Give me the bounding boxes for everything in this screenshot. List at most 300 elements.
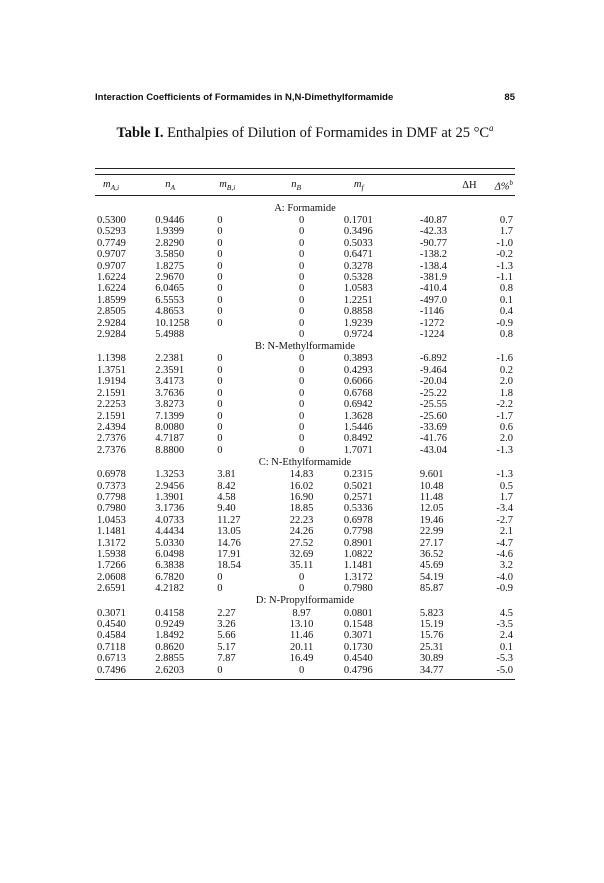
table-cell: 0.6978 bbox=[97, 469, 126, 481]
table-cell: 0.9446 bbox=[155, 215, 185, 226]
table-cell: 2.0 bbox=[499, 376, 513, 388]
column-header-subscript: A bbox=[170, 183, 176, 193]
table-cell: 0 bbox=[217, 664, 223, 676]
table-cell: 4.0733 bbox=[155, 514, 185, 526]
table-cell: 0.1548 bbox=[343, 619, 373, 630]
table-cell: 85.87 bbox=[419, 583, 444, 595]
table-cell: 0.5328 bbox=[343, 272, 373, 284]
table-cell: -42.33 bbox=[419, 226, 448, 238]
table-cell: -40.87 bbox=[419, 215, 448, 226]
table-cell: 0 bbox=[298, 283, 305, 295]
table-cell: 14.76 bbox=[217, 537, 241, 549]
table-cell bbox=[217, 329, 265, 340]
table-cell: -4.7 bbox=[496, 537, 513, 549]
table-cell: -3.5 bbox=[496, 619, 513, 630]
column-header-subscript: B,i bbox=[226, 183, 236, 193]
table-row bbox=[95, 388, 515, 399]
caption-footnote-marker: a bbox=[489, 123, 494, 133]
table-header-row bbox=[95, 176, 515, 196]
table-row bbox=[95, 630, 515, 641]
table-cell: 18.85 bbox=[289, 503, 314, 515]
table-cell: 2.8855 bbox=[155, 653, 185, 665]
table-cell: 6.0465 bbox=[155, 283, 185, 295]
table-cell: -20.04 bbox=[419, 376, 448, 388]
column-header-symbol: m bbox=[353, 178, 362, 190]
table-cell: 22.99 bbox=[419, 526, 444, 538]
table-cell: 1.0453 bbox=[97, 514, 126, 526]
table-cell: 0.7496 bbox=[97, 664, 126, 676]
table-row bbox=[95, 238, 515, 249]
table-cell: -25.60 bbox=[419, 410, 448, 422]
column-header-subscript: f bbox=[361, 183, 364, 193]
table-cell: 0.5021 bbox=[343, 480, 373, 492]
table-cell: 1.7 bbox=[499, 491, 513, 503]
table-cell: 4.4434 bbox=[155, 526, 185, 538]
table-row bbox=[95, 515, 515, 526]
table-row bbox=[95, 283, 515, 294]
table-cell: 0.1 bbox=[499, 641, 513, 653]
table-cell: 11.48 bbox=[419, 491, 444, 503]
table-cell: 0 bbox=[217, 376, 223, 388]
table-cell: 8.0080 bbox=[155, 421, 185, 433]
table-cell: 11.27 bbox=[217, 514, 241, 526]
section-title-row bbox=[95, 595, 515, 608]
table-cell: 1.1481 bbox=[97, 526, 126, 538]
table-cell: 0 bbox=[298, 364, 305, 376]
table-cell: -5.3 bbox=[496, 653, 513, 665]
table-cell: 4.58 bbox=[217, 491, 236, 503]
table-row bbox=[95, 433, 515, 444]
table-cell: 36.52 bbox=[419, 548, 444, 560]
table-cell: -25.55 bbox=[419, 399, 448, 411]
table-cell: 0.3071 bbox=[97, 607, 126, 619]
table-row bbox=[95, 549, 515, 560]
table-cell: 22.23 bbox=[289, 514, 314, 526]
table-cell: 0 bbox=[217, 421, 223, 433]
table-cell: 1.5938 bbox=[97, 548, 126, 560]
table-cell: 2.1591 bbox=[97, 387, 126, 399]
table-cell: -1146 bbox=[419, 306, 444, 318]
table-cell: 0 bbox=[298, 249, 305, 261]
table-cell: 0.6713 bbox=[97, 653, 126, 665]
table-cell: 4.2182 bbox=[155, 583, 185, 595]
section-title-row bbox=[95, 202, 515, 215]
table-cell: -1224 bbox=[419, 329, 445, 341]
table-cell: 1.6224 bbox=[97, 272, 126, 284]
table-cell: 0 bbox=[298, 664, 305, 676]
table-cell: 3.5850 bbox=[155, 249, 185, 261]
section-title: C: N-Ethylformamide bbox=[258, 456, 352, 468]
table-row bbox=[95, 583, 515, 594]
table-bottom-rule bbox=[95, 679, 515, 680]
table-cell: 35.11 bbox=[289, 560, 314, 572]
table-caption bbox=[95, 123, 515, 142]
table-cell: 7.87 bbox=[217, 653, 236, 665]
table-cell: 0.4293 bbox=[343, 364, 373, 376]
table-row bbox=[95, 329, 515, 340]
table-cell: -90.77 bbox=[419, 237, 448, 249]
table-cell: 0 bbox=[298, 226, 305, 238]
section-title-row bbox=[95, 456, 515, 469]
table-cell: 0 bbox=[298, 237, 305, 249]
table-cell: 45.69 bbox=[419, 560, 444, 572]
enthalpy-table bbox=[95, 176, 515, 676]
table-cell: 0.2315 bbox=[343, 469, 373, 481]
table-cell: -410.4 bbox=[419, 283, 448, 295]
table-cell: 15.76 bbox=[419, 630, 444, 642]
table-cell: 2.2253 bbox=[97, 399, 126, 411]
table-cell: 2.3591 bbox=[155, 364, 185, 376]
table-cell: -6.892 bbox=[419, 353, 448, 365]
table-cell: 2.9456 bbox=[155, 480, 185, 492]
table-cell: 0 bbox=[298, 421, 305, 433]
table-cell: 3.7636 bbox=[155, 387, 185, 399]
table-cell: 9.40 bbox=[217, 503, 236, 515]
table-cell: 0.6942 bbox=[343, 399, 373, 411]
table-row bbox=[95, 445, 515, 456]
table-top-rule-inner bbox=[95, 174, 515, 175]
table-cell: 3.4173 bbox=[155, 376, 185, 388]
table-cell: -138.2 bbox=[419, 249, 448, 261]
table-row bbox=[95, 226, 515, 237]
table-cell: 0.9249 bbox=[155, 619, 185, 630]
table-cell: 3.8273 bbox=[155, 399, 185, 411]
table-cell: 27.17 bbox=[419, 537, 444, 549]
table-row bbox=[95, 538, 515, 549]
table-cell: 1.2251 bbox=[343, 294, 373, 306]
table-cell: -497.0 bbox=[419, 294, 448, 306]
table-cell: 0 bbox=[298, 410, 305, 422]
table-cell: 24.26 bbox=[289, 526, 314, 538]
table-cell: -1.0 bbox=[496, 237, 513, 249]
table-cell: 0.2 bbox=[499, 364, 513, 376]
table-cell: 6.3838 bbox=[155, 560, 185, 572]
table-cell: 0 bbox=[298, 260, 305, 272]
table-cell: 0 bbox=[298, 387, 305, 399]
table-cell: 0 bbox=[217, 260, 223, 272]
table-cell: 1.9239 bbox=[343, 317, 373, 329]
table-cell: 6.7820 bbox=[155, 571, 185, 583]
table-cell: 0 bbox=[298, 571, 305, 583]
table-cell: 0.7980 bbox=[97, 503, 126, 515]
table-cell: -41.76 bbox=[419, 433, 448, 445]
table-caption-text: Enthalpies of Dilution of Formamides in DMF at 25 °C bbox=[167, 124, 490, 141]
table-cell: 15.19 bbox=[419, 619, 444, 630]
table-cell: 0 bbox=[298, 583, 305, 595]
table-cell: 8.8800 bbox=[155, 444, 185, 456]
table-row bbox=[95, 376, 515, 387]
table-cell: 2.9670 bbox=[155, 272, 185, 284]
table-cell: 32.69 bbox=[289, 548, 314, 560]
page-number: 85 bbox=[504, 92, 515, 103]
table-cell: 1.7071 bbox=[343, 444, 373, 456]
table-cell: 1.3751 bbox=[97, 364, 126, 376]
table-cell: 0.7373 bbox=[97, 480, 126, 492]
section-title: B: N-Methylformamide bbox=[254, 341, 356, 353]
table-cell: 54.19 bbox=[419, 571, 444, 583]
table-cell: 0.4540 bbox=[97, 619, 126, 630]
table-cell: 0.7980 bbox=[343, 583, 373, 595]
table-cell: -2.2 bbox=[496, 399, 513, 411]
column-header bbox=[338, 176, 406, 196]
table-cell: 0.4 bbox=[499, 306, 513, 318]
table-cell: 13.10 bbox=[289, 619, 314, 630]
table-cell: 0.5293 bbox=[97, 226, 126, 238]
table-cell: 0 bbox=[217, 387, 223, 399]
table-cell: 0 bbox=[217, 583, 223, 595]
table-cell: 8.42 bbox=[217, 480, 236, 492]
table-cell: 0 bbox=[217, 410, 223, 422]
table-cell: 0.5300 bbox=[97, 215, 126, 226]
section-title-row bbox=[95, 340, 515, 353]
table-cell: 2.4 bbox=[499, 630, 513, 642]
table-cell: 0 bbox=[217, 353, 223, 365]
table-row bbox=[95, 481, 515, 492]
table-cell: 2.7376 bbox=[97, 433, 126, 445]
table-cell: 2.0608 bbox=[97, 571, 126, 583]
table-cell: -1272 bbox=[419, 317, 445, 329]
table-cell: 0.8492 bbox=[343, 433, 373, 445]
table-cell: 0 bbox=[217, 306, 223, 318]
table-row bbox=[95, 365, 515, 376]
table-cell: 14.83 bbox=[289, 469, 314, 481]
table-cell: 34.77 bbox=[419, 664, 444, 676]
table-cell: 1.3172 bbox=[97, 537, 126, 549]
table-cell: 0 bbox=[217, 226, 223, 238]
table-cell: -5.0 bbox=[496, 664, 513, 676]
table-cell: 0.6 bbox=[499, 421, 513, 433]
table-cell: 0.6978 bbox=[343, 514, 373, 526]
table-cell: 25.31 bbox=[419, 641, 444, 653]
table-cell: 0.9707 bbox=[97, 249, 126, 261]
table-cell: 27.52 bbox=[289, 537, 314, 549]
table-cell: 4.7187 bbox=[155, 433, 185, 445]
table-row bbox=[95, 526, 515, 537]
table-cell: 1.3901 bbox=[155, 491, 185, 503]
table-cell: 2.1591 bbox=[97, 410, 126, 422]
table-cell: 2.27 bbox=[217, 607, 236, 619]
table-cell: 2.7376 bbox=[97, 444, 126, 456]
table-cell: 10.1258 bbox=[155, 317, 190, 329]
table-cell: -1.3 bbox=[496, 469, 513, 481]
table-cell: 0 bbox=[298, 272, 305, 284]
column-header bbox=[265, 176, 338, 196]
table-cell: 5.4988 bbox=[155, 329, 185, 341]
table-row bbox=[95, 665, 515, 676]
table-cell: 5.66 bbox=[217, 630, 236, 642]
table-cell: 1.8 bbox=[499, 387, 513, 399]
table-cell: 0 bbox=[217, 215, 223, 226]
table-cell: 0.8 bbox=[499, 283, 513, 295]
table-cell: -2.7 bbox=[496, 514, 513, 526]
table-cell: -1.6 bbox=[496, 353, 513, 365]
table-cell: 2.8290 bbox=[155, 237, 185, 249]
table-cell: 0.8901 bbox=[343, 537, 373, 549]
table-cell: 0.6066 bbox=[343, 376, 373, 388]
table-row bbox=[95, 353, 515, 364]
table-cell: 3.26 bbox=[217, 619, 236, 630]
table-cell: 0 bbox=[217, 399, 223, 411]
table-cell: 0 bbox=[298, 444, 305, 456]
table-cell: 0 bbox=[298, 215, 305, 226]
table-row bbox=[95, 249, 515, 260]
column-header bbox=[217, 176, 265, 196]
table-cell: 18.54 bbox=[217, 560, 241, 572]
table-cell: 2.8505 bbox=[97, 306, 126, 318]
column-header bbox=[95, 176, 155, 196]
table-row bbox=[95, 306, 515, 317]
table-cell: 3.1736 bbox=[155, 503, 185, 515]
table-cell: 2.1 bbox=[499, 526, 513, 538]
column-header bbox=[155, 176, 217, 196]
table-cell: 0.7 bbox=[499, 215, 513, 226]
table-cell: -43.04 bbox=[419, 444, 448, 456]
table-row bbox=[95, 642, 515, 653]
table-cell: -25.22 bbox=[419, 387, 448, 399]
section-title: A: Formamide bbox=[274, 202, 336, 214]
table-cell: 1.7266 bbox=[97, 560, 126, 572]
table-cell: 0.3278 bbox=[343, 260, 373, 272]
table-cell: 0.8 bbox=[499, 329, 513, 341]
table-cell: 1.8492 bbox=[155, 630, 185, 642]
table-cell: -1.3 bbox=[496, 260, 513, 272]
table-cell: -9.464 bbox=[419, 364, 448, 376]
table-cell: 0 bbox=[298, 399, 305, 411]
table-cell: 0 bbox=[217, 444, 223, 456]
table-cell: 0.5 bbox=[499, 480, 513, 492]
table-cell: 6.5553 bbox=[155, 294, 185, 306]
table-cell: 0.3071 bbox=[343, 630, 373, 642]
table-cell: 1.8599 bbox=[97, 294, 126, 306]
section-title: D: N-Propylformamide bbox=[255, 595, 355, 607]
table-cell: 2.6591 bbox=[97, 583, 126, 595]
table-cell: 2.6203 bbox=[155, 664, 185, 676]
column-header-symbol: n bbox=[291, 178, 297, 190]
table-cell: 1.1398 bbox=[97, 353, 126, 365]
table-row bbox=[95, 572, 515, 583]
table-cell: -1.3 bbox=[496, 444, 513, 456]
table-row bbox=[95, 653, 515, 664]
table-cell: 0.3893 bbox=[343, 353, 373, 365]
table-cell: 0 bbox=[298, 433, 305, 445]
table-cell: 3.81 bbox=[217, 469, 236, 481]
table-cell: 0.9707 bbox=[97, 260, 126, 272]
table-cell: 0.7749 bbox=[97, 237, 126, 249]
table-row bbox=[95, 492, 515, 503]
table-row bbox=[95, 215, 515, 226]
table-cell: 7.1399 bbox=[155, 410, 185, 422]
column-header-footnote-marker: b bbox=[509, 178, 513, 187]
table-cell: -381.9 bbox=[419, 272, 448, 284]
table-cell: 0.8620 bbox=[155, 641, 185, 653]
table-cell: 6.0498 bbox=[155, 548, 185, 560]
table-cell: 8.97 bbox=[292, 607, 311, 619]
table-cell: 5.0330 bbox=[155, 537, 185, 549]
table-row bbox=[95, 619, 515, 630]
table-cell: 0 bbox=[298, 294, 305, 306]
table-row bbox=[95, 272, 515, 283]
table-cell: 30.89 bbox=[419, 653, 444, 665]
table-cell: -33.69 bbox=[419, 421, 448, 433]
table-cell: 1.3253 bbox=[155, 469, 185, 481]
table-cell: 5.823 bbox=[419, 607, 444, 619]
table-cell: 4.5 bbox=[499, 607, 513, 619]
table-cell: 1.9194 bbox=[97, 376, 126, 388]
table-cell: 1.3172 bbox=[343, 571, 373, 583]
table-cell: 0 bbox=[217, 433, 223, 445]
column-header-symbol: ΔH bbox=[462, 180, 477, 191]
table-cell: 1.0822 bbox=[343, 548, 373, 560]
column-header-symbol: n bbox=[165, 178, 171, 190]
running-title: Interaction Coefficients of Formamides in N,N-Dimethylformamide bbox=[95, 92, 394, 103]
table-cell: 0 bbox=[217, 317, 223, 329]
table-row bbox=[95, 261, 515, 272]
column-header-symbol: m bbox=[103, 178, 111, 190]
table-cell: 9.601 bbox=[419, 469, 444, 481]
table-cell: 12.05 bbox=[419, 503, 444, 515]
table-cell: 0.6768 bbox=[343, 387, 373, 399]
table-cell: 0 bbox=[217, 237, 223, 249]
table-cell: -0.2 bbox=[496, 249, 513, 261]
table-row bbox=[95, 318, 515, 329]
table-label: Table I. bbox=[116, 124, 164, 141]
table-cell: 1.8275 bbox=[155, 260, 185, 272]
table-row bbox=[95, 560, 515, 571]
table-cell: 0 bbox=[217, 294, 223, 306]
table-cell: 0 bbox=[298, 306, 305, 318]
table-cell: 0.4158 bbox=[155, 607, 185, 619]
table-cell: 0 bbox=[217, 364, 223, 376]
table-cell: 0 bbox=[217, 571, 223, 583]
table-cell: -1.7 bbox=[496, 410, 513, 422]
table-cell: 2.0 bbox=[499, 433, 513, 445]
table-cell: 1.3628 bbox=[343, 410, 373, 422]
table-cell: 0.1730 bbox=[343, 641, 373, 653]
table-cell: 0.5033 bbox=[343, 237, 373, 249]
table-row bbox=[95, 469, 515, 480]
column-header-subscript: B bbox=[296, 183, 302, 193]
table-cell: 0.0801 bbox=[343, 607, 373, 619]
table-cell: 0 bbox=[298, 376, 305, 388]
table-cell: -3.4 bbox=[496, 503, 513, 515]
table-cell: 0.7798 bbox=[343, 526, 373, 538]
table-row bbox=[95, 411, 515, 422]
running-header bbox=[95, 92, 515, 106]
table-cell: 10.48 bbox=[419, 480, 444, 492]
table-cell: 0 bbox=[217, 283, 223, 295]
table-cell: 16.49 bbox=[289, 653, 314, 665]
table-body bbox=[95, 196, 515, 677]
table-cell: 16.02 bbox=[289, 480, 314, 492]
table-cell: 0.2571 bbox=[343, 491, 373, 503]
table-cell: 19.46 bbox=[419, 514, 444, 526]
table-cell: 1.0583 bbox=[343, 283, 373, 295]
table-cell: 0 bbox=[217, 272, 223, 284]
table-cell: 1.1481 bbox=[343, 560, 373, 572]
table-cell: 0 bbox=[298, 329, 305, 341]
table-cell: -4.6 bbox=[496, 548, 513, 560]
table-cell: -0.9 bbox=[496, 317, 513, 329]
table-cell: 0 bbox=[298, 353, 305, 365]
table-cell: 1.9399 bbox=[155, 226, 185, 238]
table-cell: 0 bbox=[217, 249, 223, 261]
table-cell: 1.7 bbox=[499, 226, 513, 238]
table-cell: 0.1 bbox=[499, 294, 513, 306]
table-cell: 11.46 bbox=[289, 630, 314, 642]
table-row bbox=[95, 608, 515, 619]
column-header bbox=[406, 176, 495, 196]
table-cell: 0 bbox=[298, 317, 305, 329]
